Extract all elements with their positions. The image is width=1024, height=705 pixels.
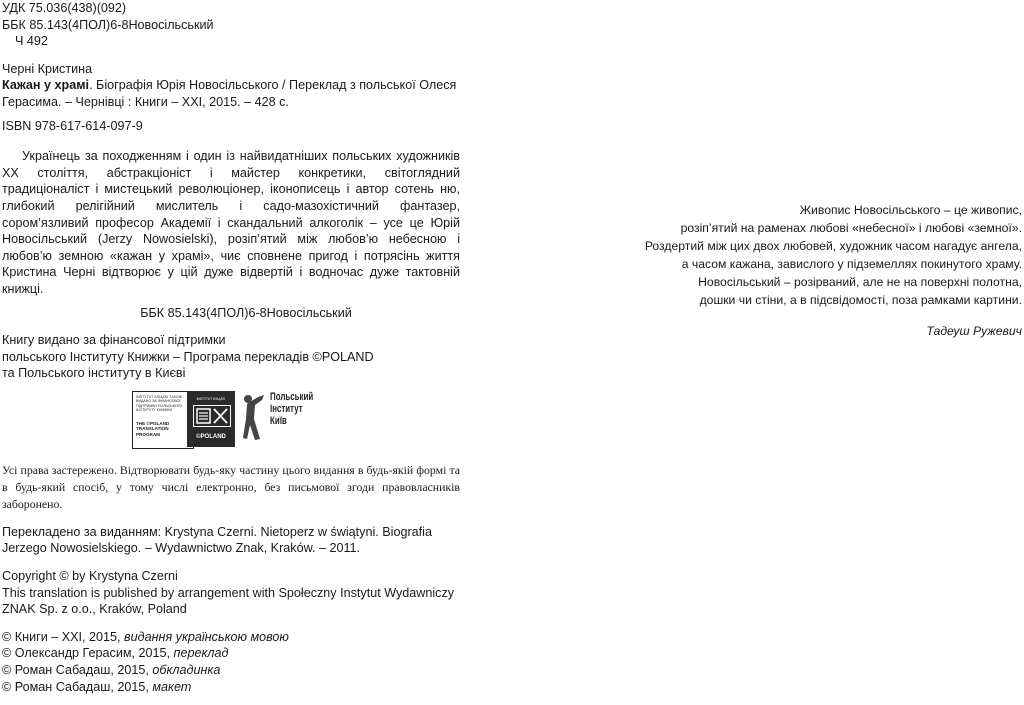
citation-line-2: Герасима. – Чернівці : Книги – XXI, 2015. – 428 с.: [2, 94, 289, 109]
tp-line-2: TRANSLATION: [136, 426, 169, 432]
epigraph: [602, 201, 1022, 340]
isbn: ISBN 978-617-614-097-9: [2, 118, 143, 133]
support-line-3: та Польського інституту в Києві: [2, 366, 186, 381]
rights-notice: Усі права застережено. Відтворювати будь-яку частину цього видання в будь-якій формі та в будь-який спосіб, у тому числі електронно, без письмової згоди правовласників заборонено.: [2, 462, 460, 511]
credit-cover: [2, 662, 460, 679]
bbk-repeat: ББК 85.143(4ПОЛ)6-8Новосільський: [140, 305, 352, 320]
credit-publisher: [2, 629, 460, 646]
credit-publisher-text: © Книги – XXI, 2015,: [2, 629, 125, 644]
udk-code: УДК 75.036(438)(092): [2, 1, 127, 15]
tp-line-1: THE ©POLAND: [136, 420, 170, 426]
credit-translator: [2, 645, 460, 662]
translated-from-1: Перекладено за виданням: Krystyna Czerni. Nietoperz w świątyni. Biografia: [2, 524, 432, 539]
pi-line-2: Інститут: [270, 402, 303, 415]
credit-layout: [2, 679, 460, 696]
polish-institute-logo: [270, 391, 344, 451]
annotation: Українець за походженням і один із найвидатніших польських художників XX століття, абстракціоніст і майстер конкретики, світоглядний традиціоналіст і мистецький революціонер, іконописець і автор сотень ню, глибокий релігійний мислитель і садо-мазохістичний фантазер, сором’язливий професор Академії і скандальний алкоголік – усе це Юрій Новосільський (Jerzy Nowosielski), розіп’ятий між любов’ю небесною і любов’ю земною «кажан у храмі», чиє сповнене пригод і потрясінь життя Кристина Черні відтворює у цій дуже відвертій і водночас дуже тактовній книжці.: [2, 149, 460, 296]
translation-program-label: [136, 421, 169, 437]
citation-author: Черні Кристина: [2, 61, 93, 76]
sponsor-logos: [2, 391, 460, 455]
pi-line-1: Польський: [270, 390, 314, 403]
tp-line-3: PROGRAM: [136, 431, 160, 437]
credit-translator-text: © Олександр Герасим, 2015,: [2, 646, 174, 661]
support-line-1: Книгу видано за фінансової підтримки: [2, 333, 226, 348]
epigraph-line-1: Живопис Новосільського – це живопис,: [799, 203, 1022, 217]
copyright-line-2: This translation is published by arrangement with Społeczny Instytut Wydawniczy: [2, 585, 455, 600]
instytut-ksiazki-label: INSTYTUT KSIĄŻKI: [196, 396, 226, 401]
credit-cover-role: обкладинка: [152, 663, 221, 678]
copyright-line-1: Copyright © by Krystyna Czerni: [2, 569, 178, 584]
poland-label: ©POLAND: [196, 433, 226, 440]
citation-rest-1: . Біографія Юрія Новосільського / Переклад з польської Олеся: [89, 78, 457, 93]
citation-line-1: [2, 77, 460, 94]
credit-cover-text: © Роман Сабадаш, 2015,: [2, 663, 153, 678]
bbk-code: ББК 85.143(4ПОЛ)6-8Новосільський: [2, 17, 214, 32]
support-line-2: польського Інституту Книжки – Програма перекладів ©POLAND: [2, 349, 374, 364]
translated-from-2: Jerzego Nowosielskiego. – Wydawnictwo Znak, Kraków. – 2011.: [2, 541, 361, 556]
credit-publisher-role: видання українською мовою: [124, 629, 289, 644]
cutter-code: Ч 492: [15, 34, 48, 49]
epigraph-line-5: Новосільський – розірваний, але не на поверхні полотна,: [698, 275, 1022, 289]
book-title: Кажан у храмі: [2, 78, 90, 93]
poland-sign-icon: [193, 405, 231, 427]
epigraph-line-2: розіп’ятий на раменах любові «небесної» і любові «земної».: [680, 221, 1022, 235]
imprint-column: [2, 0, 460, 695]
credit-layout-role: макет: [152, 679, 192, 694]
epigraph-line-4: а часом кажана, завислого у підземеллях покинутого храму.: [681, 257, 1022, 271]
epigraph-line-6: дошки чи стіни, а в підсвідомості, поза рамками картини.: [699, 293, 1022, 307]
copyright-line-3: ZNAK Sp. z o.o., Kraków, Poland: [2, 602, 187, 617]
epigraph-author: Тадеуш Ружевич: [926, 324, 1022, 338]
pi-line-3: Київ: [270, 414, 287, 427]
epigraph-line-3: Роздертий між цих двох любовей, художник часом нагадує ангела,: [644, 239, 1022, 253]
translation-program-small-text: INSTYTUT KSIĄŻKI ТАКОЖ ВИДАНО ЗА ФІНАНСОВОЇ ПІДТРИМКИ ПОЛЬСЬКОГО ІНСТИТУТУ КНИЖКИ: [136, 394, 183, 413]
credit-translator-role: переклад: [173, 646, 229, 661]
polish-institute-figure-icon: [242, 393, 266, 443]
credit-layout-text: © Роман Сабадаш, 2015,: [2, 679, 153, 694]
